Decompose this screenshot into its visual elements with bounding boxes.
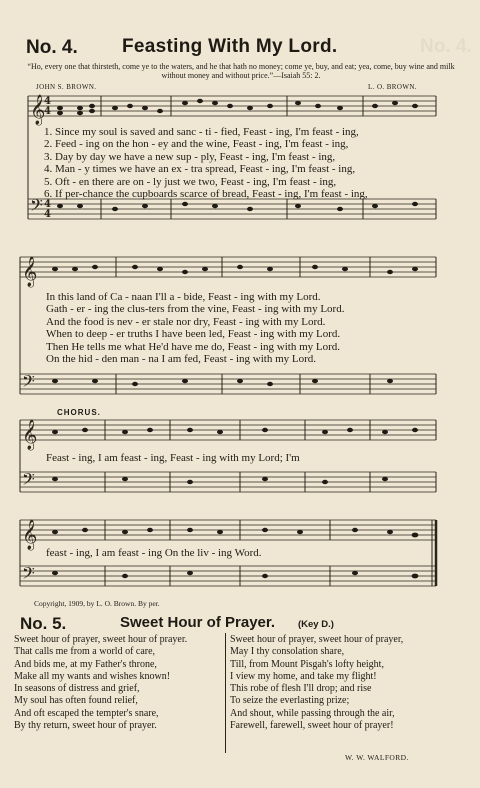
lyric-line: When to deep - er truths I have been led, Feast - ing with my Lord. xyxy=(46,328,341,341)
svg-text:𝄞: 𝄞 xyxy=(30,95,46,125)
lyric-line: And the food is nev - er stale nor dry, Feast - ing with my Lord. xyxy=(46,315,326,328)
poem-left-column xyxy=(14,634,187,732)
svg-text:𝄞: 𝄞 xyxy=(22,257,38,287)
svg-text:4: 4 xyxy=(44,96,51,107)
copyright-note: Copyright, 1909, by L. O. Brown. By per. xyxy=(34,599,160,608)
lyric-line: Gath - er - ing the clus-ters from the vine, Feast - ing with my Lord. xyxy=(46,303,345,316)
lyric-line: Then He tells me what He'd have me do, Feast - ing with my Lord. xyxy=(46,340,341,353)
verse-lyrics-part2 xyxy=(46,291,344,365)
hymn-number: No. 5. xyxy=(20,614,67,633)
svg-text:𝄢: 𝄢 xyxy=(22,371,35,395)
poem-line: Sweet hour of prayer, sweet hour of prayer. xyxy=(14,634,188,645)
svg-text:𝄢: 𝄢 xyxy=(22,563,35,587)
lyric-line: On the hid - den man - na I am fed, Feast - ing with my Lord. xyxy=(46,352,317,365)
words-credit: JOHN S. BROWN. xyxy=(36,83,97,91)
author-credit: W. W. WALFORD. xyxy=(345,753,409,762)
svg-text:4: 4 xyxy=(44,199,51,210)
chorus-label: CHORUS. xyxy=(57,408,101,417)
lyric-line: 4. Man - y times we have an ex - tra spread, Feast - ing, I'm feast - ing, xyxy=(44,163,356,176)
poem-line: Sweet hour of prayer, sweet hour of prayer, xyxy=(230,634,404,645)
poem-line: And shout, while passing through the air, xyxy=(230,707,395,719)
key-signature-note: (Key D.) xyxy=(298,619,334,630)
svg-text:𝄞: 𝄞 xyxy=(22,520,38,550)
scripture-epigraph: “Ho, every one that thirsteth, come ye to the waters, and he that hath no money; come ye, buy, and eat; yea, come, buy wine and milk without money and without price.”—Isaiah 55: 2. xyxy=(27,62,455,80)
svg-text:4: 4 xyxy=(44,106,51,117)
music-credit: L. O. BROWN. xyxy=(368,83,417,91)
poem-line: By thy return, sweet hour of prayer. xyxy=(14,720,157,732)
lyric-line: 1. Since my soul is saved and sanc - ti - fied, Feast - ing, I'm feast - ing, xyxy=(44,126,359,138)
poem-line: Till, from Mount Pisgah's lofty height, xyxy=(230,658,384,670)
svg-text:𝄞: 𝄞 xyxy=(22,420,38,450)
hymn-title: Feasting With My Lord. xyxy=(122,36,338,57)
lyric-line: In this land of Ca - naan I'll a - bide, Feast - ing with my Lord. xyxy=(46,291,321,303)
lyric-line: 3. Day by day we have a new sup - ply, Feast - ing, I'm feast - ing, xyxy=(44,150,336,163)
hymn-number: No. 4. xyxy=(26,37,78,58)
lyric-line: 6. If per-chance the cupboards scarce of bread, Feast - ing, I'm feast - ing, xyxy=(44,187,368,200)
svg-text:𝄢: 𝄢 xyxy=(30,195,43,219)
column-divider xyxy=(225,633,226,753)
chorus-line: Feast - ing, I am feast - ing, Feast - ing with my Lord; I'm xyxy=(46,452,300,464)
poem-line: To seize the everlasting prize; xyxy=(230,695,350,707)
lyric-line: 5. Oft - en there are on - ly just we two, Feast - ing, I'm feast - ing, xyxy=(44,175,337,188)
hymn-title: Sweet Hour of Prayer. xyxy=(120,614,276,631)
poem-line: My soul has often found relief, xyxy=(14,695,138,707)
poem-line: This robe of flesh I'll drop; and rise xyxy=(230,683,372,695)
chorus-line: feast - ing, I am feast - ing On the liv - ing Word. xyxy=(46,547,262,559)
poem-line: And oft escaped the tempter's snare, xyxy=(14,707,159,719)
poem-line: Farewell, farewell, sweet hour of prayer! xyxy=(230,720,394,732)
svg-text:4: 4 xyxy=(44,209,51,220)
svg-text:𝄢: 𝄢 xyxy=(22,469,35,493)
bleed-through-text: No. 4. xyxy=(420,36,472,57)
poem-right-column xyxy=(230,634,403,732)
poem-line: In seasons of distress and grief, xyxy=(14,683,140,695)
verse-lyrics-part1 xyxy=(44,126,368,200)
poem-line: That calls me from a world of care, xyxy=(14,646,156,658)
poem-line: Make all my wants and wishes known! xyxy=(14,670,171,682)
poem-line: May I thy consolation share, xyxy=(230,646,345,658)
lyric-line: 2. Feed - ing on the hon - ey and the wine, Feast - ing, I'm feast - ing, xyxy=(44,138,349,151)
poem-line: I view my home, and take my flight! xyxy=(230,670,377,682)
poem-line: And bids me, at my Father's throne, xyxy=(14,658,157,670)
